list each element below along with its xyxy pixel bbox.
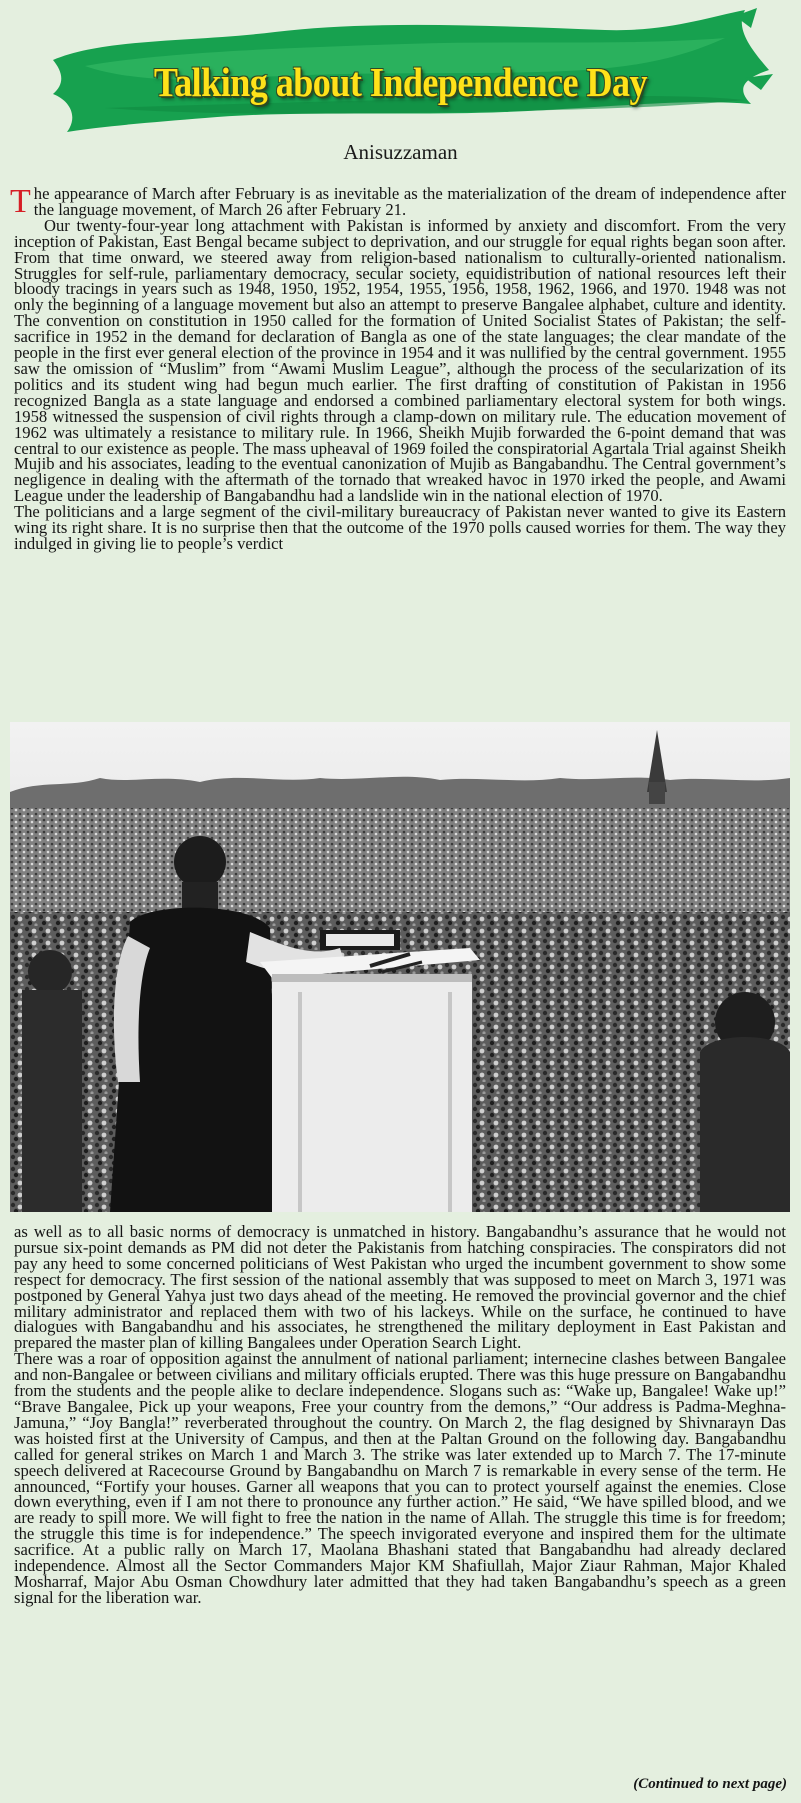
author-name: Anisuzzaman	[343, 140, 458, 164]
drop-cap: T	[10, 183, 31, 220]
paragraph-3-start: The politicians and a large segment of the civil-military bureaucracy of Pakistan never wanted to give its Eastern wing its right share. It is no surprise then that the outcome of the 1970 polls caused worries for them. The way they indulged in giving lie to people’s verdict	[14, 502, 786, 553]
page-title: Talking about Independence Day	[153, 59, 648, 105]
article-text-bottom	[14, 1224, 786, 1606]
paragraph-3-end: as well as to all basic norms of democracy is unmatched in history. Bangabandhu’s assurance that he would not pursue six-point demands as PM did not deter the Pakistanis from hatching conspiracies. The conspirators did not pay any heed to some concerned politicians of West Pakistan who urged the incumbent government to show some respect for democracy. The first session of the national assembly that was supposed to meet on March 3, 1971 was postponed by General Yahya just two days ahead of the meeting. He removed the provincial governor and the chief military administrator and replaced them with two of his lackeys. While on the surface, he continued to have dialogues with Bangabandhu and his associates, he strengthened the military deployment in East Pakistan and prepared the master plan of killing Bangalees under Operation Search Light.	[14, 1222, 786, 1353]
rally-photograph	[10, 722, 790, 1212]
paragraph-2: Our twenty-four-year long attachment with Pakistan is informed by anxiety and discomfort. From the very inception of Pakistan, East Bengal became subject to deprivation, and our struggle for equal rights began soon after. From that time onward, we steered away from religion-based nationalism to culturally-oriented nationalism. Struggles for self-rule, parliamentary democracy, secular society, equidistribution of national resources left their bloody tracings in years such as 1948, 1950, 1952, 1954, 1955, 1956, 1958, 1962, 1966, and 1970. 1948 was not only the beginning of a language movement but also an attempt to preserve Bangalee alphabet, culture and identity. The convention on constitution in 1950 called for the formation of United Socialist States of Pakistan; the self-sacrifice in 1952 in the demand for declaration of Bangla as one of the state languages; the clear mandate of the people in the first ever general election of the province in 1954 and it was nullified by the central government. 1955 saw the omission of “Muslim” from “Awami Muslim League”, although the process of the secularization of its politics and its student wing had begun much earlier. The first drafting of constitution of Pakistan in 1956 recognized Bangla as a state language and endorsed a combined parliamentary electoral system for both wings. 1958 witnessed the suspension of civil rights through a clamp-down on military rule. The education movement of 1962 was ultimately a resistance to military rule. In 1966, Sheikh Mujib forwarded the 6-point demand that was central to our existence as people. The mass upheaval of 1969 foiled the conspiratorial Agartala Trial against Sheikh Mujib and his associates, leading to the eventual canonization of Mujib as Bangabandhu. The Central government’s negligence in dealing with the aftermath of the tornado that wreaked havoc in 1970 irked the people, and Awami League under the leadership of Bangabandhu had a landslide win in the national election of 1970.	[14, 215, 786, 506]
paragraph-4: There was a roar of opposition against the annulment of national parliament; internecine clashes between Bangalee and non-Bangalee or between civilians and military officials erupted. There was this huge pressure on Bangabandhu from the students and the people alike to declare independence. Slogans such as: “Wake up, Bangalee! Wake up!” “Brave Bangalee, Pick up your weapons, Free your country from the demons,” “Our address is Padma-Meghna-Jamuna,” “Joy Bangla!” reverberated throughout the country. On March 2, the flag designed by Shivnarayn Das was hoisted first at the University of Campus, and then at the Paltan Ground on the following day. Bangabandhu called for general strikes on March 1 and March 3. The strike was later extended up to March 7. The 17-minute speech delivered at Racecourse Ground by Bangabandhu on March 7 is remarkable in every sense of the term. He announced, “Fortify your houses. Garner all weapons that you can to protect yourself against the enemies. Close down everything, even if I am not there to pronounce any further action.” He said, “We have spilled blood, and we are ready to spill more. We will fight to free the nation in the name of Allah. The struggle this time is for freedom; the struggle this time is for independence.” The speech invigorated everyone and inspired them for the ultimate sacrifice. At a public rally on March 17, Maolana Bhashani stated that Bangabandhu had already declared independence. Almost all the Sector Commanders Major KM Shafiullah, Major Ziaur Rahman, Major Khaled Mosharraf, Major Abu Osman Chowdhury later admitted that they had taken Bangabandhu’s speech as a green signal for the liberation war.	[14, 1349, 786, 1607]
paragraph-1-text: he appearance of March after February is as inevitable as the materialization of the dream of independence after the language movement, of March 26 after February 21.	[33, 184, 786, 219]
paragraph-1	[10, 183, 786, 220]
continued-note: (Continued to next page)	[633, 1776, 787, 1792]
article-text-top	[10, 183, 786, 553]
rally-photo-illustration	[10, 722, 790, 1212]
